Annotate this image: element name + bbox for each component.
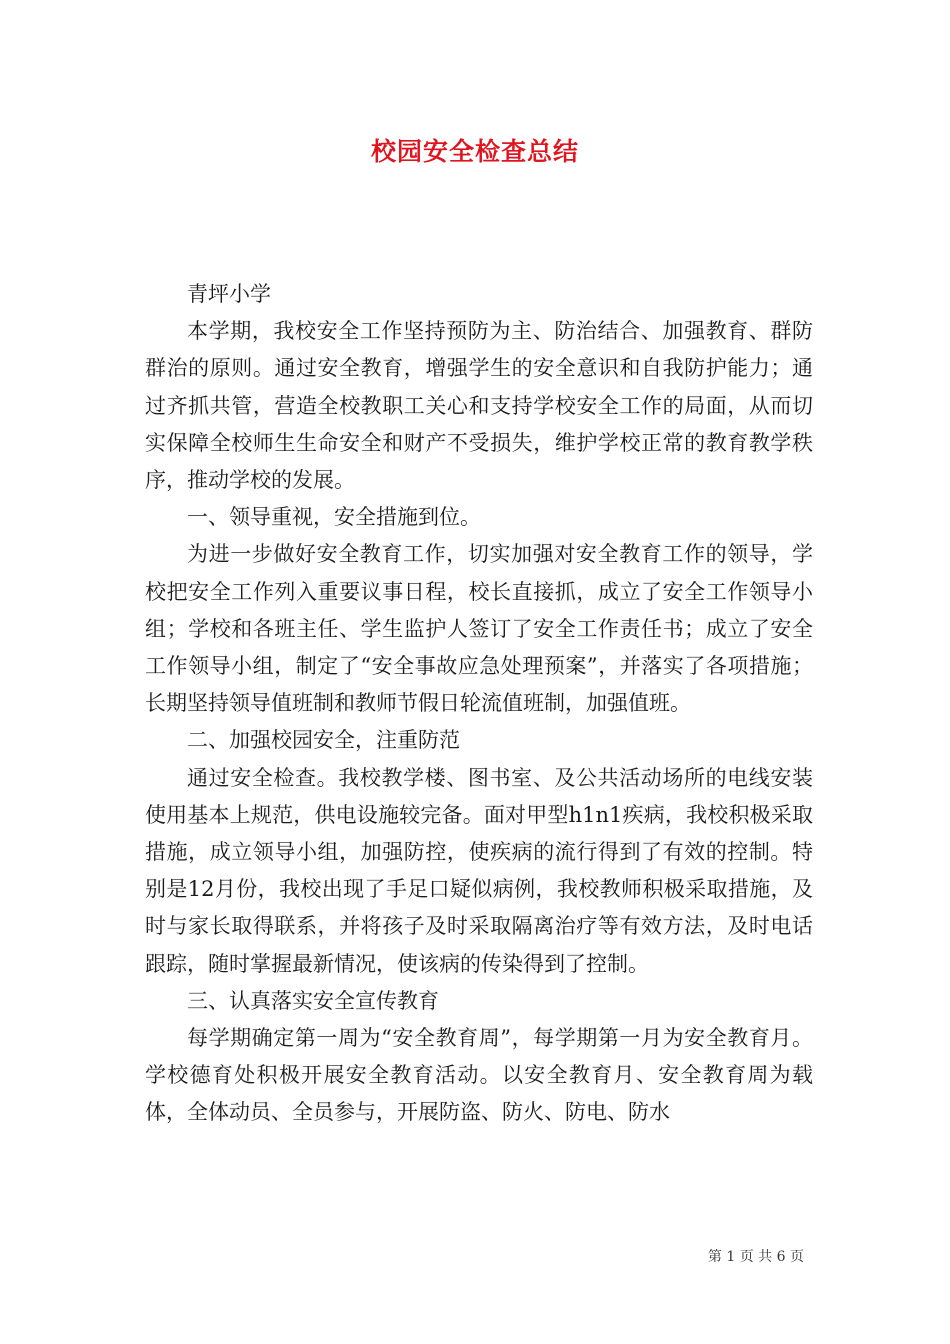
section-heading-1: 一、领导重视，安全措施到位。 <box>187 505 481 530</box>
section-paragraph-3: 每学期确定第一周为“安全教育周”，每学期第一月为安全教育月。学校德育处积极开展安全教育活动。以安全教育月、安全教育周为载体，全体动员、全员参与，开展防盗、防火、防电、防水 <box>145 1026 813 1125</box>
footer-current-page: 1 <box>726 1249 736 1265</box>
school-name: 青坪小学 <box>187 282 271 306</box>
section-paragraph-2: 通过安全检查。我校教学楼、图书室、及公共活动场所的电线安装使用基本上规范，供电设施较完备。面对甲型h1n1疾病，我校积极采取措施，成立领导小组，加强防控，使疾病的流行得到了有效的控制。特别是12月份，我校出现了手足口疑似病例，我校教师积极采取措施，及时与家长取得联系，并将孩子及时采取隔离治疗等有效方法，及时电话跟踪，随时掌握最新情况，使该病的传染得到了控制。 <box>145 765 813 976</box>
footer-suffix: 页 <box>790 1249 804 1265</box>
footer-middle: 页 共 <box>739 1249 773 1265</box>
document-body <box>145 276 813 1132</box>
section-heading-2: 二、加强校园安全，注重防范 <box>187 728 460 753</box>
footer-total-pages: 6 <box>776 1249 786 1265</box>
section-heading-3: 三、认真落实安全宣传教育 <box>187 988 439 1013</box>
footer-prefix: 第 <box>707 1249 722 1265</box>
page-number-footer <box>708 1246 804 1266</box>
section-paragraph-1: 为进一步做好安全教育工作，切实加强对安全教育工作的领导，学校把安全工作列入重要议事日程，校长直接抓，成立了安全工作领导小组；学校和各班主任、学生监护人签订了安全工作责任书；成立了安全工作领导小组，制定了“安全事故应急处理预案”，并落实了各项措施；长期坚持领导值班制和教师节假日轮流值班制，加强值班。 <box>145 542 813 716</box>
intro-paragraph: 本学期，我校安全工作坚持预防为主、防治结合、加强教育、群防群治的原则。通过安全教育，增强学生的安全意识和自我防护能力；通过齐抓共管，营造全校教职工关心和支持学校安全工作的局面，从而切实保障全校师生生命安全和财产不受损失，维护学校正常的教育教学秩序，推动学校的发展。 <box>145 319 813 493</box>
document-title: 校园安全检查总结 <box>370 137 579 166</box>
